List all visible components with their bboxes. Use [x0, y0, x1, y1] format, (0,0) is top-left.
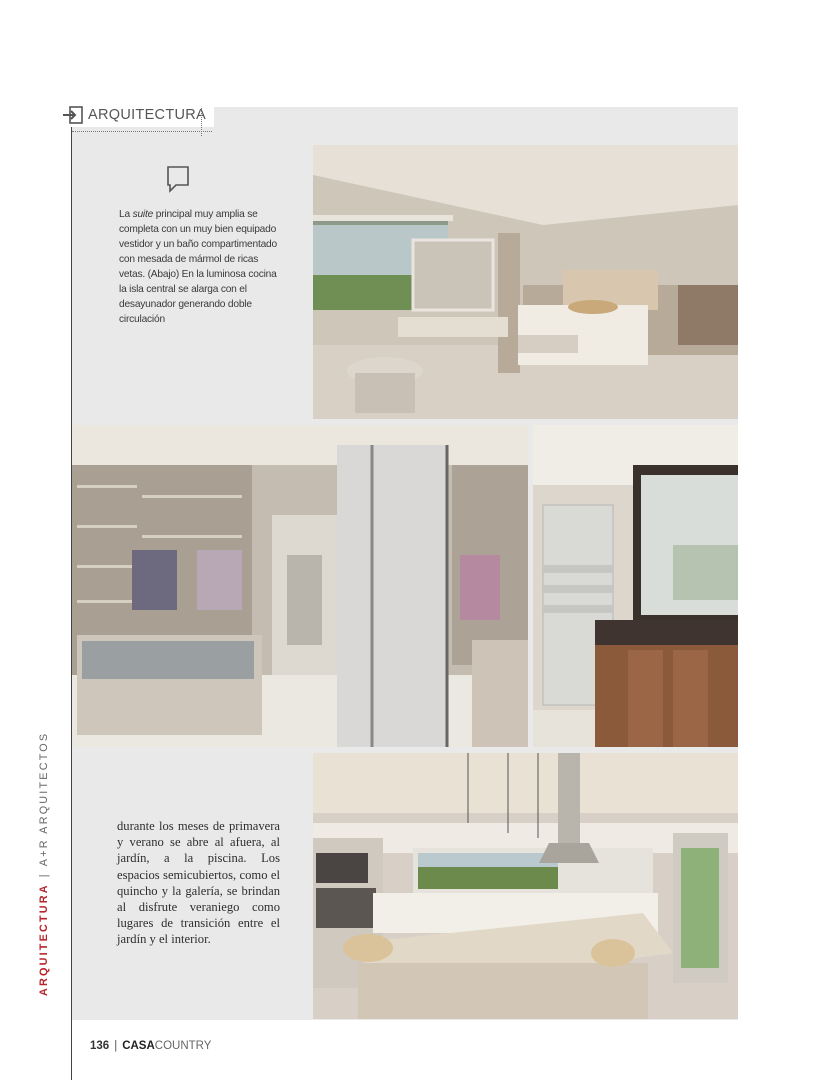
enter-arrow-icon [62, 106, 84, 124]
side-section-label [38, 732, 50, 996]
article-body-text: durante los meses de primavera y verano se abre al afuera, al jardín, a la piscina. Los espacios semicubiertos, como el quincho y la galería, se brindan al disfrute veraniego como lugares de transición entre el jardín y el interior. [117, 819, 280, 947]
photo-bathroom [533, 425, 738, 747]
brand-name-light: COUNTRY [154, 1040, 212, 1052]
side-label-section: ARQUITECTURA [38, 883, 50, 996]
footer-separator: | [114, 1040, 118, 1052]
photo-bedroom-suite [313, 145, 738, 419]
side-label-author: A+R ARQUITECTOS [38, 731, 50, 867]
photo-caption [119, 207, 279, 327]
page-footer [90, 1040, 211, 1052]
caption-text-start: La [119, 209, 133, 220]
speech-bubble-icon [166, 165, 190, 193]
side-label-separator: | [38, 872, 50, 878]
section-tag [62, 103, 214, 127]
section-label: ARQUITECTURA [88, 107, 206, 123]
brand-name-bold: CASA [122, 1040, 155, 1052]
photo-kitchen [313, 753, 738, 1019]
photo-walk-in-closet [72, 425, 528, 747]
caption-italic-word: suite [132, 209, 154, 220]
tag-divider-horizontal [72, 131, 212, 132]
page-number: 136 [90, 1040, 110, 1052]
caption-text-rest: principal muy amplia se completa con un muy bien equipado vestidor y un baño compartimentado con mesada de mármol de ricas vetas. (Abajo) En la luminosa cocina la isla central se alarga con el desayunador generando doble circulación [119, 209, 277, 325]
